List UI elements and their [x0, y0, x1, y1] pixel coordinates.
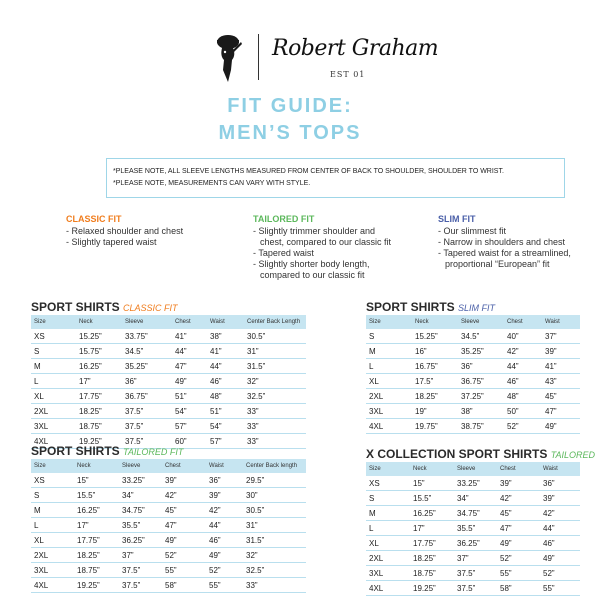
- table-cell: 16.75”: [412, 359, 458, 374]
- brand-name: Robert Graham: [272, 36, 439, 61]
- table-cell: 51”: [207, 404, 244, 419]
- table-row: [31, 473, 306, 488]
- table-cell: XL: [31, 389, 76, 404]
- table-cell: 15.75”: [76, 344, 122, 359]
- table-title: [31, 300, 306, 315]
- table-cell: XL: [366, 536, 410, 551]
- table-cell: 17”: [74, 518, 119, 533]
- table-cell: 36”: [540, 476, 580, 491]
- table-cell: 33”: [244, 404, 306, 419]
- table-row: [366, 551, 580, 566]
- table-cell: 37.25”: [458, 389, 504, 404]
- table-cell: 29.5”: [243, 473, 306, 488]
- table-cell: 36.25”: [119, 533, 162, 548]
- table-row: [366, 536, 580, 551]
- table-fit-label: TAILORED FIT: [123, 447, 184, 457]
- size-table-tailored: [31, 459, 306, 593]
- brand-est: EST 01: [330, 70, 366, 79]
- table-row: [31, 518, 306, 533]
- table-cell: 45”: [542, 389, 580, 404]
- table-cell: 35.25”: [458, 344, 504, 359]
- table-cell: XL: [31, 533, 74, 548]
- table-cell: 55”: [497, 566, 540, 581]
- table-cell: 18.75”: [410, 566, 454, 581]
- table-cell: 55”: [206, 578, 243, 593]
- table-cell: 48”: [207, 389, 244, 404]
- table-cell: 41”: [172, 329, 207, 344]
- table-cell: 47”: [542, 404, 580, 419]
- fit-item: proportional “European” fit: [445, 259, 550, 269]
- table-cell: 3XL: [31, 563, 74, 578]
- table-cell: 19”: [412, 404, 458, 419]
- table-cell: 18.25”: [410, 551, 454, 566]
- table-row: [366, 419, 580, 434]
- table-cell: 15.5”: [74, 488, 119, 503]
- table-row: [31, 503, 306, 518]
- table-cell: 4XL: [31, 578, 74, 593]
- column-header: Chest: [172, 315, 207, 329]
- column-header: Neck: [412, 315, 458, 329]
- table-cell: 32.5”: [244, 389, 306, 404]
- table-cell: M: [31, 359, 76, 374]
- table-row: [366, 389, 580, 404]
- column-header: Size: [31, 315, 76, 329]
- fit-slim-title: SLIM FIT: [438, 214, 476, 224]
- fit-tailored: [253, 214, 391, 281]
- table-cell: 58”: [497, 581, 540, 596]
- table-row: [366, 359, 580, 374]
- table-cell: 37”: [119, 548, 162, 563]
- table-cell: 15”: [410, 476, 454, 491]
- fit-item: - Tapered waist: [253, 248, 314, 258]
- table-cell: 42”: [504, 344, 542, 359]
- column-header: Neck: [74, 459, 119, 473]
- table-cell: 37.5”: [119, 578, 162, 593]
- table-cell: 36.75”: [458, 374, 504, 389]
- table-header-row: [366, 315, 580, 329]
- column-header: Sleeve: [454, 462, 497, 476]
- column-header: Waist: [542, 315, 580, 329]
- column-header: Sleeve: [122, 315, 172, 329]
- table-cell: 36.25”: [454, 536, 497, 551]
- table-cell: 32”: [243, 548, 306, 563]
- table-cell: 49”: [497, 536, 540, 551]
- column-header: Waist: [540, 462, 580, 476]
- brand-logo: [208, 30, 438, 86]
- horse-knight-icon: [208, 30, 248, 84]
- table-cell: 44”: [504, 359, 542, 374]
- table-cell: 33.25”: [454, 476, 497, 491]
- table-row: [366, 506, 580, 521]
- table-cell: 47”: [172, 359, 207, 374]
- table-cell: 2XL: [366, 389, 412, 404]
- table-section-xcollection: [366, 447, 595, 596]
- size-table-classic: [31, 315, 306, 449]
- table-cell: 18.25”: [76, 404, 122, 419]
- table-cell: L: [366, 359, 412, 374]
- table-cell: 39”: [497, 476, 540, 491]
- table-cell: 54”: [207, 419, 244, 434]
- table-cell: 17.5”: [412, 374, 458, 389]
- page-title-line2: MEN’S TOPS: [218, 122, 362, 144]
- fit-slim: [438, 214, 571, 270]
- table-cell: 52”: [162, 548, 206, 563]
- table-cell: S: [31, 344, 76, 359]
- column-header: Chest: [504, 315, 542, 329]
- table-cell: 37.5”: [122, 434, 172, 449]
- table-row: [366, 374, 580, 389]
- table-row: [31, 563, 306, 578]
- column-header: Size: [366, 315, 412, 329]
- table-cell: 49”: [162, 533, 206, 548]
- table-cell: 46”: [207, 374, 244, 389]
- column-header: Size: [366, 462, 410, 476]
- table-row: [31, 578, 306, 593]
- table-cell: 19.25”: [76, 434, 122, 449]
- table-row: [366, 521, 580, 536]
- table-cell: 38”: [458, 404, 504, 419]
- table-title-text: SPORT SHIRTS: [31, 444, 120, 458]
- table-row: [366, 329, 580, 344]
- table-cell: 17”: [410, 521, 454, 536]
- page-title-line1: FIT GUIDE:: [227, 95, 353, 117]
- table-fit-label: TAILORED: [550, 450, 595, 460]
- table-cell: 57”: [172, 419, 207, 434]
- table-cell: 18.25”: [412, 389, 458, 404]
- table-title-text: SPORT SHIRTS: [31, 300, 120, 314]
- table-cell: 45”: [162, 503, 206, 518]
- table-cell: 15.25”: [76, 329, 122, 344]
- size-table-xcollection: [366, 462, 580, 596]
- table-cell: 34.5”: [122, 344, 172, 359]
- table-header-row: [31, 315, 306, 329]
- table-cell: 19.75”: [412, 419, 458, 434]
- table-cell: 37”: [454, 551, 497, 566]
- table-cell: XL: [366, 374, 412, 389]
- table-cell: S: [366, 329, 412, 344]
- table-cell: 33”: [244, 434, 306, 449]
- table-cell: 46”: [504, 374, 542, 389]
- table-cell: 36”: [206, 473, 243, 488]
- table-cell: 57”: [207, 434, 244, 449]
- table-cell: 2XL: [31, 404, 76, 419]
- table-cell: 54”: [172, 404, 207, 419]
- note-sleeve: *PLEASE NOTE, ALL SLEEVE LENGTHS MEASURED FROM CENTER OF BACK TO SHOULDER, SHOULDER TO WRIST.: [113, 168, 504, 175]
- table-cell: 52”: [497, 551, 540, 566]
- table-cell: 44”: [540, 521, 580, 536]
- table-section-slim: [366, 300, 580, 434]
- note-variance: *PLEASE NOTE, MEASUREMENTS CAN VARY WITH STYLE.: [113, 180, 311, 187]
- table-cell: 45”: [497, 506, 540, 521]
- table-cell: L: [366, 521, 410, 536]
- table-cell: 16.25”: [410, 506, 454, 521]
- table-cell: 39”: [162, 473, 206, 488]
- table-cell: 33”: [243, 578, 306, 593]
- table-cell: 52”: [206, 563, 243, 578]
- table-cell: 32”: [244, 374, 306, 389]
- table-row: [31, 344, 306, 359]
- table-cell: 3XL: [366, 566, 410, 581]
- table-row: [31, 404, 306, 419]
- table-cell: 16”: [412, 344, 458, 359]
- table-cell: 35.25”: [122, 359, 172, 374]
- table-cell: 34.5”: [458, 329, 504, 344]
- table-row: [31, 533, 306, 548]
- table-row: [366, 581, 580, 596]
- table-cell: 33.25”: [119, 473, 162, 488]
- table-cell: 39”: [206, 488, 243, 503]
- table-cell: 15”: [74, 473, 119, 488]
- table-cell: 47”: [162, 518, 206, 533]
- table-cell: L: [31, 518, 74, 533]
- fit-item: - Slightly tapered waist: [66, 237, 157, 247]
- table-cell: M: [31, 503, 74, 518]
- table-cell: 44”: [207, 359, 244, 374]
- table-cell: 33.75”: [122, 329, 172, 344]
- table-cell: 55”: [540, 581, 580, 596]
- table-cell: 17.75”: [76, 389, 122, 404]
- logo-divider: [258, 34, 259, 80]
- column-header: Sleeve: [458, 315, 504, 329]
- table-cell: 16.25”: [76, 359, 122, 374]
- table-cell: 46”: [540, 536, 580, 551]
- table-cell: 18.25”: [74, 548, 119, 563]
- table-cell: 36”: [122, 374, 172, 389]
- fit-item: compared to our classic fit: [260, 270, 365, 280]
- table-cell: 41”: [542, 359, 580, 374]
- table-cell: 39”: [542, 344, 580, 359]
- table-cell: 3XL: [366, 404, 412, 419]
- table-cell: XS: [31, 473, 74, 488]
- table-cell: 41”: [207, 344, 244, 359]
- table-cell: 60”: [172, 434, 207, 449]
- table-cell: 2XL: [31, 548, 74, 563]
- table-cell: 35.5”: [454, 521, 497, 536]
- size-table-slim: [366, 315, 580, 434]
- column-header: Waist: [206, 459, 243, 473]
- notes-box: [106, 158, 565, 198]
- table-cell: 46”: [206, 533, 243, 548]
- table-cell: 19.25”: [74, 578, 119, 593]
- fit-item: - Narrow in shoulders and chest: [438, 237, 566, 247]
- table-cell: 2XL: [366, 551, 410, 566]
- table-cell: 42”: [497, 491, 540, 506]
- table-cell: 36.75”: [122, 389, 172, 404]
- table-cell: 30.5”: [243, 503, 306, 518]
- table-cell: 52”: [504, 419, 542, 434]
- table-cell: 36”: [458, 359, 504, 374]
- table-cell: 49”: [172, 374, 207, 389]
- table-title-text: X COLLECTION SPORT SHIRTS: [366, 447, 548, 461]
- table-cell: 39”: [540, 491, 580, 506]
- table-fit-label: CLASSIC FIT: [123, 303, 178, 313]
- table-row: [366, 404, 580, 419]
- table-title: [366, 300, 580, 315]
- table-cell: 49”: [542, 419, 580, 434]
- table-row: [366, 344, 580, 359]
- column-header: Size: [31, 459, 74, 473]
- table-cell: S: [366, 491, 410, 506]
- table-cell: M: [366, 344, 412, 359]
- table-cell: 30.5”: [244, 329, 306, 344]
- table-cell: 16.25”: [74, 503, 119, 518]
- table-cell: 58”: [162, 578, 206, 593]
- table-cell: 47”: [497, 521, 540, 536]
- table-cell: 37.5”: [119, 563, 162, 578]
- table-cell: 18.75”: [74, 563, 119, 578]
- table-cell: L: [31, 374, 76, 389]
- fit-classic-title: CLASSIC FIT: [66, 214, 122, 224]
- column-header: Neck: [76, 315, 122, 329]
- table-cell: 48”: [504, 389, 542, 404]
- table-row: [366, 476, 580, 491]
- table-cell: 44”: [206, 518, 243, 533]
- table-row: [31, 329, 306, 344]
- table-section-tailored: [31, 444, 306, 593]
- table-cell: 18.75”: [76, 419, 122, 434]
- column-header: Chest: [497, 462, 540, 476]
- column-header: Neck: [410, 462, 454, 476]
- table-cell: XS: [366, 476, 410, 491]
- table-row: [366, 566, 580, 581]
- table-cell: 15.5”: [410, 491, 454, 506]
- table-cell: 37.5”: [454, 566, 497, 581]
- table-row: [31, 374, 306, 389]
- table-row: [31, 389, 306, 404]
- table-cell: 31”: [243, 518, 306, 533]
- table-cell: 52”: [540, 566, 580, 581]
- column-header: Chest: [162, 459, 206, 473]
- table-cell: 17.75”: [410, 536, 454, 551]
- table-cell: 34”: [454, 491, 497, 506]
- fit-tailored-title: TAILORED FIT: [253, 214, 315, 224]
- table-cell: 38.75”: [458, 419, 504, 434]
- fit-item: - Relaxed shoulder and chest: [66, 226, 184, 236]
- fit-item: chest, compared to our classic fit: [260, 237, 392, 247]
- table-row: [366, 491, 580, 506]
- table-cell: 17.75”: [74, 533, 119, 548]
- fit-item: - Our slimmest fit: [438, 226, 507, 236]
- table-cell: 51”: [172, 389, 207, 404]
- table-fit-label: SLIM FIT: [458, 303, 496, 313]
- table-cell: 44”: [172, 344, 207, 359]
- table-cell: 31”: [244, 344, 306, 359]
- table-cell: 3XL: [31, 419, 76, 434]
- table-cell: 31.5”: [243, 533, 306, 548]
- table-cell: 33”: [244, 419, 306, 434]
- table-cell: XS: [31, 329, 76, 344]
- table-title-text: SPORT SHIRTS: [366, 300, 455, 314]
- table-cell: 34.75”: [119, 503, 162, 518]
- table-cell: 15.25”: [412, 329, 458, 344]
- table-cell: 42”: [206, 503, 243, 518]
- table-cell: 37”: [542, 329, 580, 344]
- column-header: Waist: [207, 315, 244, 329]
- fit-classic: [66, 214, 183, 248]
- fit-item: - Slightly trimmer shoulder and: [253, 226, 376, 236]
- column-header: Center Back length: [243, 459, 306, 473]
- fit-item: - Slightly shorter body length,: [253, 259, 370, 269]
- table-title: [366, 447, 595, 462]
- table-cell: 49”: [540, 551, 580, 566]
- table-cell: 49”: [206, 548, 243, 563]
- table-cell: 4XL: [31, 434, 76, 449]
- table-cell: 55”: [162, 563, 206, 578]
- table-title: [31, 444, 306, 459]
- table-cell: 35.5”: [119, 518, 162, 533]
- table-cell: 31.5”: [244, 359, 306, 374]
- table-cell: 40”: [504, 329, 542, 344]
- table-cell: 4XL: [366, 581, 410, 596]
- table-header-row: [366, 462, 580, 476]
- table-row: [31, 419, 306, 434]
- table-cell: 37.5”: [122, 419, 172, 434]
- table-cell: 37.5”: [454, 581, 497, 596]
- table-cell: 19.25”: [410, 581, 454, 596]
- table-cell: 42”: [162, 488, 206, 503]
- table-cell: 38”: [207, 329, 244, 344]
- table-header-row: [31, 459, 306, 473]
- table-cell: S: [31, 488, 74, 503]
- column-header: Center Back Length: [244, 315, 306, 329]
- table-cell: 50”: [504, 404, 542, 419]
- table-row: [31, 548, 306, 563]
- column-header: Sleeve: [119, 459, 162, 473]
- table-cell: 30”: [243, 488, 306, 503]
- table-cell: 34.75”: [454, 506, 497, 521]
- table-cell: 4XL: [366, 419, 412, 434]
- table-cell: 17”: [76, 374, 122, 389]
- table-row: [31, 359, 306, 374]
- table-cell: 32.5”: [243, 563, 306, 578]
- table-row: [31, 488, 306, 503]
- table-cell: M: [366, 506, 410, 521]
- table-cell: 34”: [119, 488, 162, 503]
- table-cell: 37.5”: [122, 404, 172, 419]
- table-section-classic: [31, 300, 306, 449]
- fit-item: - Tapered waist for a streamlined,: [438, 248, 571, 258]
- table-cell: 43”: [542, 374, 580, 389]
- table-cell: 42”: [540, 506, 580, 521]
